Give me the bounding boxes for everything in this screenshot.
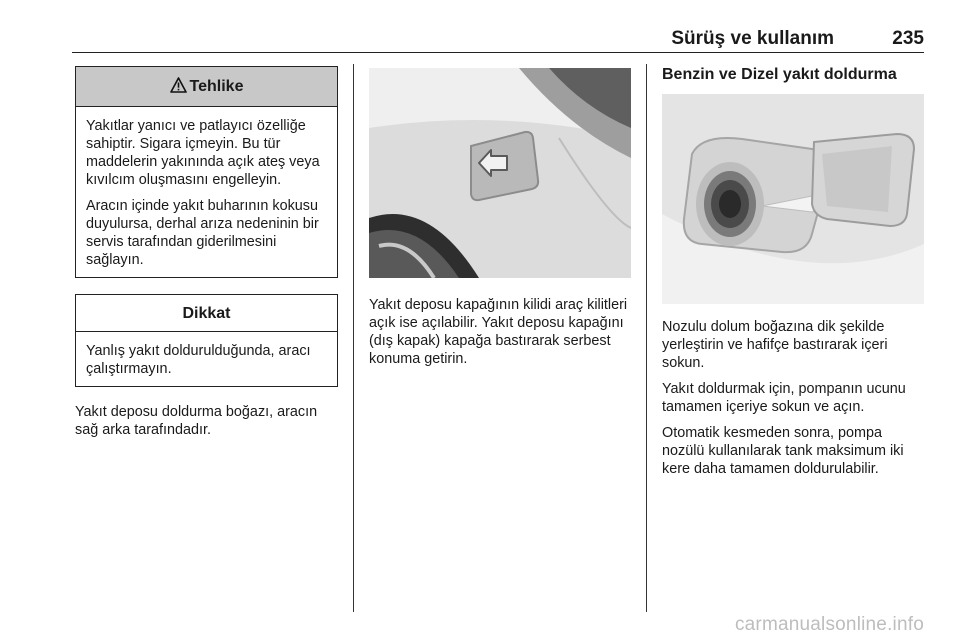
danger-box — [75, 66, 338, 278]
caution-text: Yanlış yakıt doldurulduğunda, aracı çalıştırmayın. — [86, 343, 311, 377]
refuel-paragraph-3: Otomatik kesmeden sonra, pompa nozülü kullanılarak tank maksimum iki kere daha tamamen doldurulabilir. — [662, 425, 904, 477]
fuel-door-text: Yakıt deposu kapağının kilidi araç kilitleri açık ise açılabilir. Yakıt deposu kapağını (dış kapak) kapağa bastırarak serbest konuma getirin. — [369, 297, 628, 367]
refuel-paragraph-2: Yakıt doldurmak için, pompanın ucunu tamamen içeriye sokun ve açın. — [662, 381, 906, 415]
column-divider-right — [646, 64, 647, 612]
page-number: 235 — [892, 28, 924, 49]
filler-neck-illustration — [662, 94, 924, 304]
warning-triangle-icon — [170, 77, 187, 98]
page-header — [72, 26, 924, 53]
column-1 — [75, 66, 338, 447]
filler-neck-location-text: Yakıt deposu doldurma boğazı, aracın sağ arka tarafındadır. — [75, 404, 318, 438]
caution-box-body — [76, 332, 337, 386]
refuel-paragraph-1: Nozulu dolum boğazına dik şekilde yerleştirin ve hafifçe bastırarak içeri sokun. — [662, 319, 888, 371]
column-2 — [369, 68, 631, 376]
danger-box-body — [76, 107, 337, 277]
danger-paragraph-2: Aracın içinde yakıt buharının kokusu duyulursa, derhal arıza nedeninin bir servis tarafından giderilmesini sağlayın. — [86, 198, 319, 268]
watermark: carmanualsonline.info — [734, 614, 924, 635]
column-divider-left — [353, 64, 354, 612]
column-3 — [662, 66, 924, 486]
section-title: Sürüş ve kullanım — [671, 28, 834, 49]
caution-box-header: Dikkat — [76, 295, 337, 332]
danger-box-header — [76, 67, 337, 107]
danger-box-title: Tehlike — [189, 78, 244, 95]
danger-paragraph-1: Yakıtlar yanıcı ve patlayıcı özelliğe sahiptir. Sigara içmeyin. Bu tür maddelerin yakınında açık ateş veya kıvılcım oluşmasını engelleyin. — [86, 118, 320, 188]
caution-box — [75, 294, 338, 387]
fuel-door-illustration — [369, 68, 631, 278]
refuel-heading: Benzin ve Dizel yakıt doldurma — [662, 66, 897, 83]
